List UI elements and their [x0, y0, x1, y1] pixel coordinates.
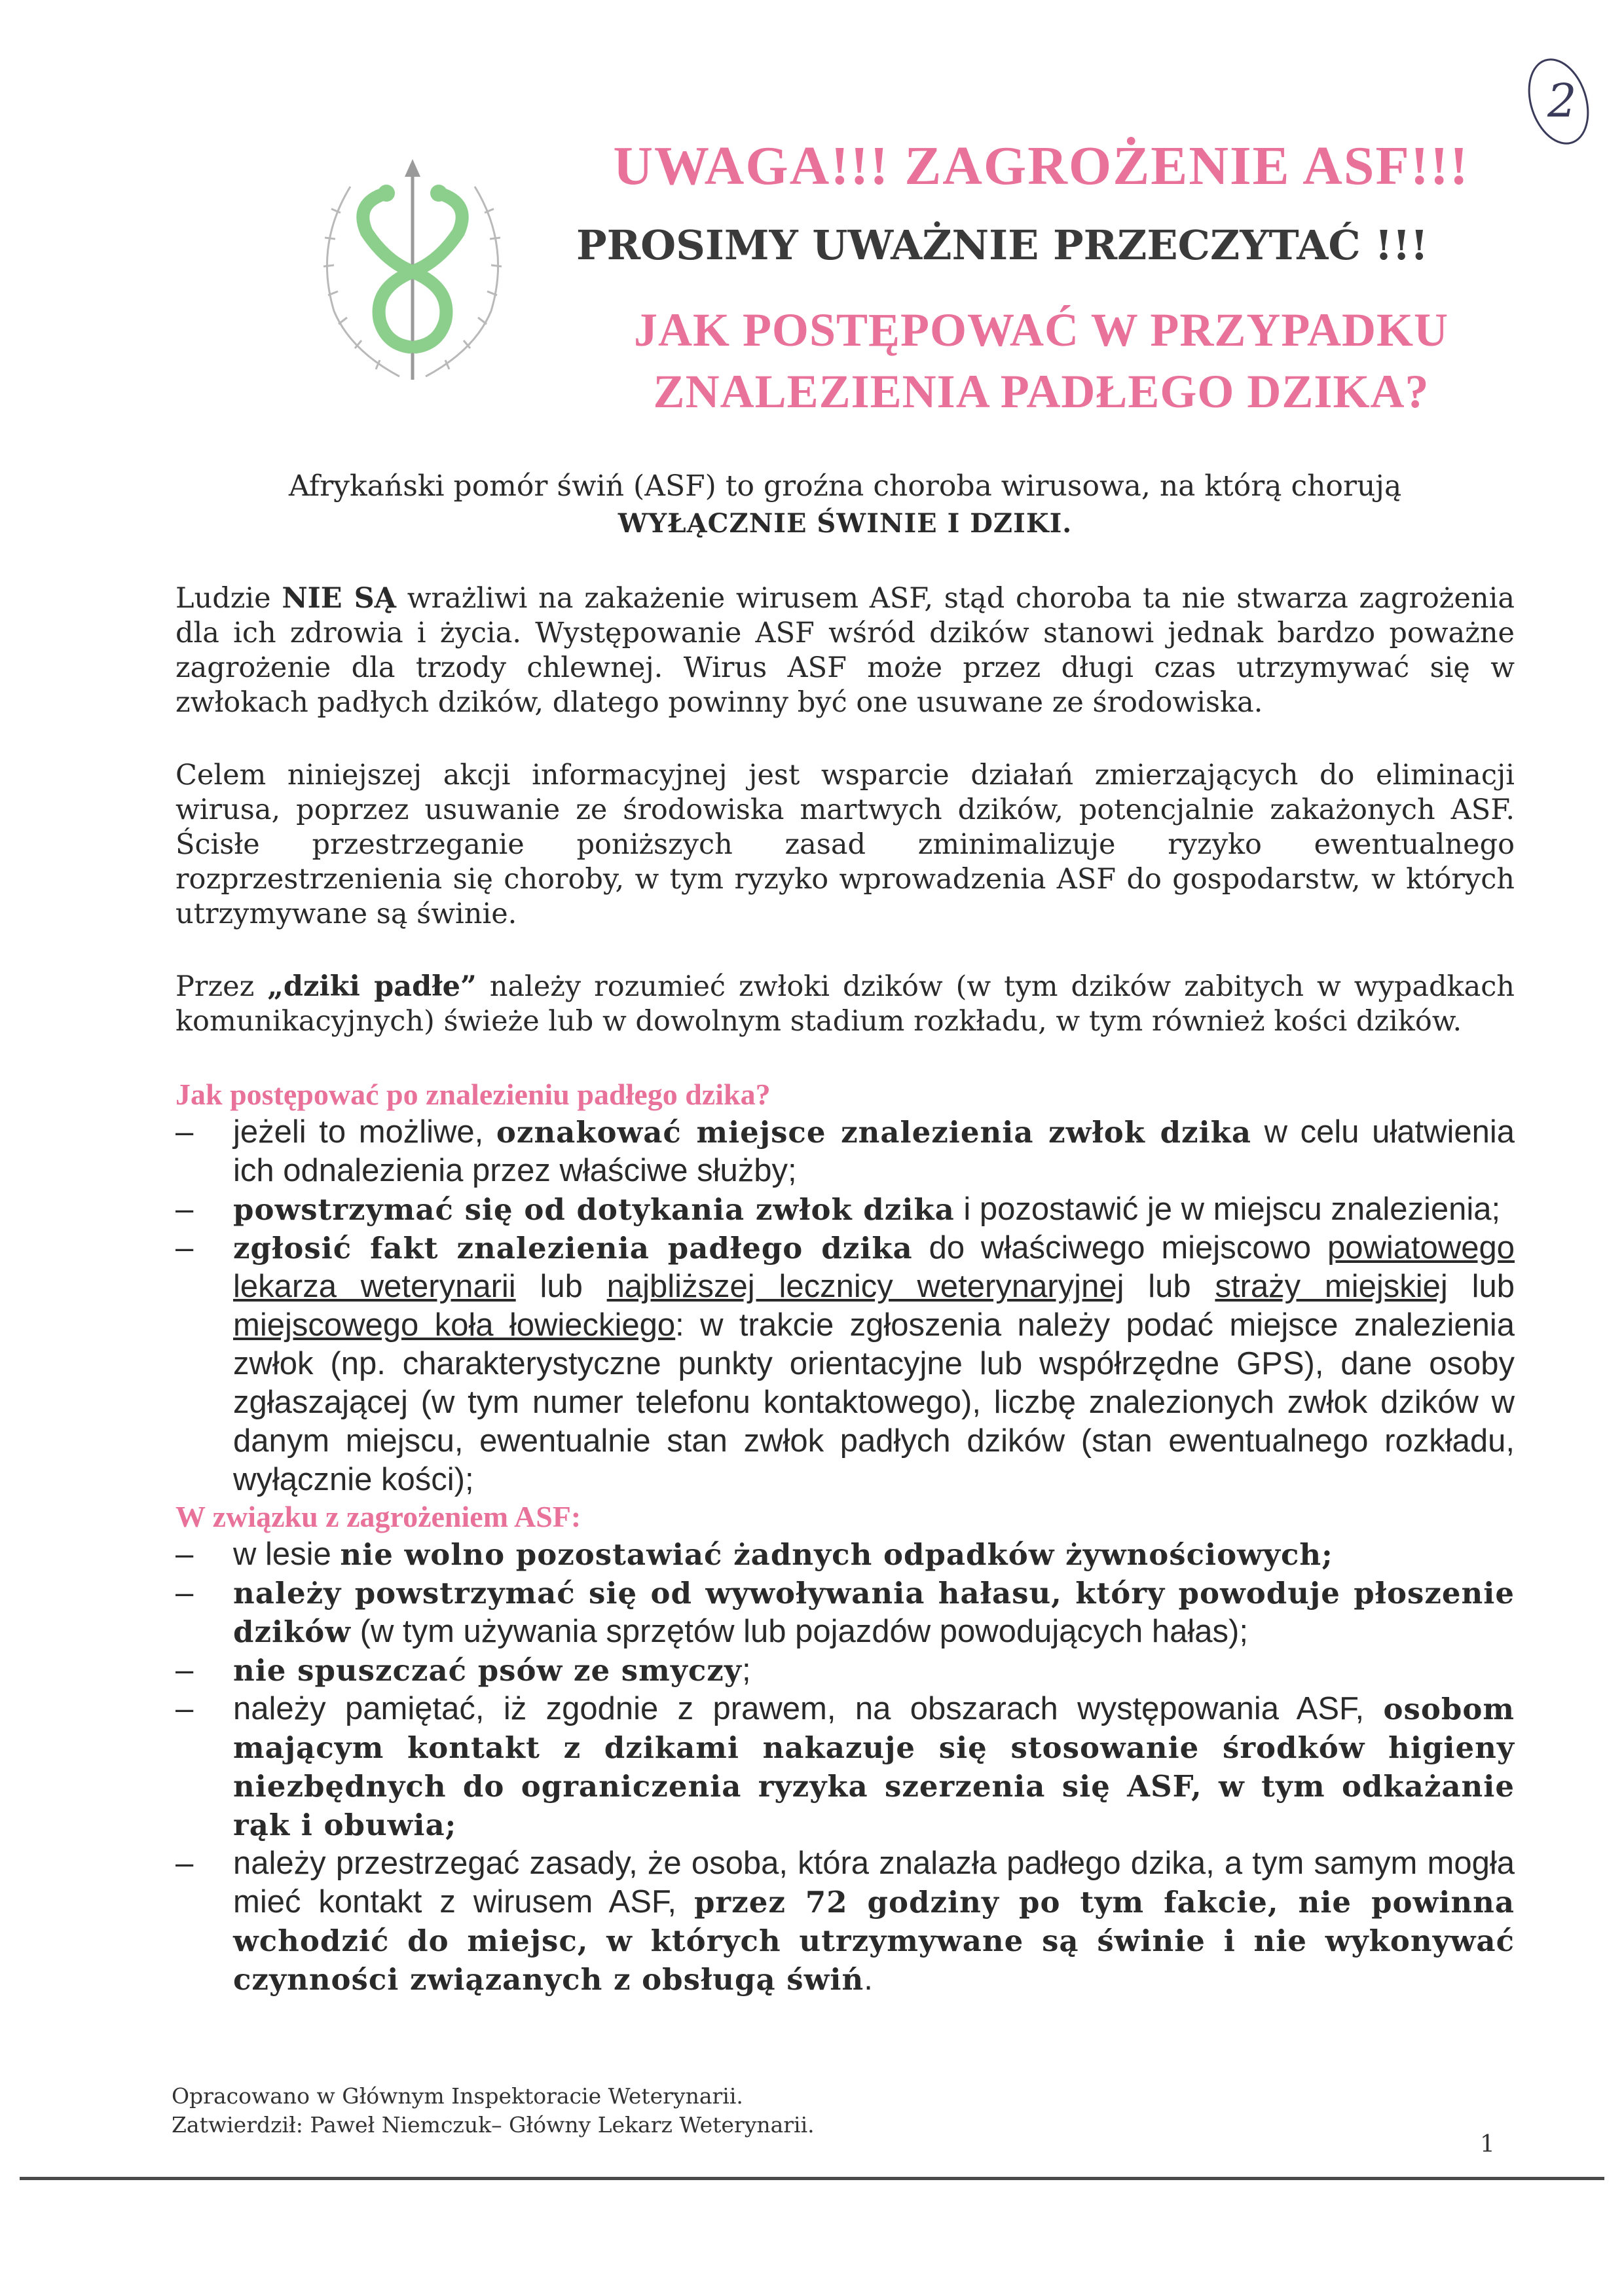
intro-text: Afrykański pomór świń (ASF) to groźna choroba wirusowa, na którą chorują: [288, 469, 1402, 503]
list-asf-threat: [175, 1535, 1515, 1999]
item-text: lub: [1124, 1269, 1215, 1304]
item-text: ;: [741, 1652, 751, 1688]
item-bold: nie spuszczać psów ze smyczy: [233, 1653, 742, 1688]
underlined-vet-officer: powiatowego lekarza weterynarii: [233, 1230, 1515, 1304]
document-body: [175, 468, 1515, 1999]
how-to-act-line-1: JAK POSTĘPOWAĆ W PRZYPADKU: [633, 304, 1449, 356]
item-text: jeżeli to możliwe,: [233, 1114, 496, 1150]
item-text: (w tym używania sprzętów lub pojazdów powodujących hałas);: [351, 1614, 1248, 1649]
list-item: [175, 1690, 1515, 1844]
para1-text-c: wrażliwi na zakażenie wirusem ASF, stąd choroba ta nie stwarza zagrożenia dla ich zdrowia i życia. Występowanie ASF wśród dzików stanowi jednak bardzo poważne zagrożenie dla trzody chlewnej. Wirus ASF może przez długi czas utrzymywać się w zwłokach padłych dzików, dlatego powinny być one usuwane ze środowiska.: [175, 582, 1515, 719]
read-carefully-heading: PROSIMY UWAŻNIE PRZECZYTAĆ !!!: [576, 221, 1428, 269]
item-text: w celu ułatwienia ich odnalezienia przez właściwe służby;: [233, 1114, 1515, 1188]
page-number: 1: [1480, 2131, 1495, 2158]
footer: [172, 2082, 815, 2140]
list-item: [175, 1651, 1515, 1690]
item-bold: osobom mającym kontakt z dzikami nakazuje się stosowanie środków higieny niezbędnych do ograniczenia ryzyka szerzenia się ASF, w tym odkażanie rąk i obuwia;: [233, 1692, 1515, 1842]
list-item: [175, 1113, 1515, 1190]
item-text: lub: [1447, 1269, 1515, 1304]
underlined-city-guard: straży miejskiej: [1215, 1269, 1448, 1304]
footer-approved-by: Zatwierdził: Paweł Niemczuk– Główny Lekarz Weterynarii.: [172, 2112, 815, 2138]
intro-paragraph: [175, 468, 1515, 542]
item-bold: zgłosić fakt znalezienia padłego dzika: [233, 1231, 913, 1266]
list-how-to-act: [175, 1113, 1515, 1499]
para1-bold: NIE SĄ: [282, 582, 396, 615]
underlined-vet-clinic: najbliższej lecznicy weterynaryjnej: [606, 1269, 1124, 1304]
how-to-act-line-2: ZNALEZIENIA PADŁEGO DZIKA?: [653, 365, 1430, 418]
para3-text-c: należy rozumieć zwłoki dzików (w tym dzików zabitych w wypadkach komunikacyjnych) świeże lub w dowolnym stadium rozkładu, w tym również kości dzików.: [175, 970, 1515, 1038]
item-bold: powstrzymać się od dotykania zwłok dzika: [233, 1192, 955, 1227]
bottom-divider: [20, 2177, 1604, 2180]
header: [576, 134, 1506, 422]
item-text: w lesie: [233, 1537, 341, 1572]
list-item: [175, 1574, 1515, 1651]
footer-prepared-by: Opracowano w Głównym Inspektoracie Weterynarii.: [172, 2083, 743, 2109]
handwritten-page-mark: [1522, 52, 1595, 151]
list-item: [175, 1535, 1515, 1574]
para3-bold: „dziki padłe”: [267, 970, 477, 1003]
paragraph-people-not-susceptible: [175, 581, 1515, 720]
paragraph-definition: [175, 970, 1515, 1039]
item-text: należy przestrzegać zasady, że osoba, która znalazła padłego dzika, a tym samym mogła mieć kontakt z wirusem ASF,: [233, 1846, 1515, 1920]
item-bold: należy powstrzymać się od wywoływania hałasu, który powoduje płoszenie dzików: [233, 1576, 1515, 1649]
paragraph-campaign-goal: Celem niniejszej akcji informacyjnej jest wsparcie działań zmierzających do eliminacji wirusa, poprzez usuwanie ze środowiska martwych dzików, potencjalnie zakażonych ASF. Ścisłe przestrzeganie poniższych zasad zminimalizuje ryzyko ewentualnego rozprzestrzenienia się choroby, w tym ryzyko wprowadzenia ASF do gospodarstw, w których utrzymywane są świnie.: [175, 759, 1515, 930]
how-to-act-title: [576, 299, 1506, 422]
item-text: lub: [515, 1269, 607, 1304]
item-bold: nie wolno pozostawiać żadnych odpadków żywnościowych;: [340, 1537, 1333, 1572]
section-title-how-to-act: Jak postępować po znalezieniu padłego dzika?: [175, 1078, 771, 1111]
para3-text-a: Przez: [175, 970, 268, 1003]
underlined-hunting-club: miejscowego koła łowieckiego: [233, 1307, 676, 1343]
item-text: do właściwego miejscowo: [912, 1230, 1327, 1266]
list-item: [175, 1190, 1515, 1229]
item-text: .: [864, 1961, 873, 1997]
section-title-asf-threat: W związku z zagrożeniem ASF:: [175, 1500, 581, 1533]
item-text: i pozostawić je w miejscu znalezienia;: [954, 1192, 1501, 1227]
list-item: [175, 1229, 1515, 1499]
list-item: [175, 1844, 1515, 1999]
warning-title: UWAGA!!! ZAGROŻENIE ASF!!!: [613, 136, 1469, 196]
intro-bold: WYŁĄCZNIE ŚWINIE I DZIKI.: [618, 508, 1073, 539]
item-text: należy pamiętać, iż zgodnie z prawem, na obszarach występowania ASF,: [233, 1691, 1384, 1726]
handwritten-mark-text: 2: [1547, 74, 1577, 128]
item-bold: oznakować miejsce znalezienia zwłok dzika: [496, 1115, 1252, 1150]
item-bold: przez 72 godziny po tym fakcie, nie powinna wchodzić do miejsc, w których utrzymywane są świnie i nie wykonywać czynności związanych z obsługą świń: [233, 1885, 1515, 1997]
caduceus-logo-icon: [288, 147, 537, 396]
item-text: : w trakcie zgłoszenia należy podać miejsce znalezienia zwłok (np. charakterystyczne punkty orientacyjne lub współrzędne GPS), dane osoby zgłaszającej (w tym numer telefonu kontaktowego), liczbę znalezionych zwłok dzików w danym miejscu, ewentualnie stan zwłok padłych dzików (stan ewentualnego rozkładu, wyłącznie kości);: [233, 1307, 1515, 1497]
para1-text-a: Ludzie: [175, 582, 282, 615]
